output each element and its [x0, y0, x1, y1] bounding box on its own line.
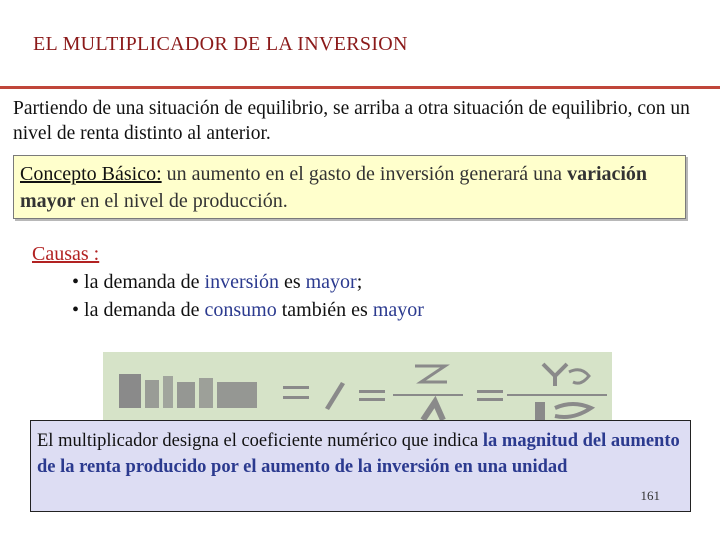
causes-section: [32, 240, 692, 324]
concept-text-after: en el nivel de producción.: [75, 190, 288, 212]
cause-item-consumption: [32, 296, 692, 324]
cause-text: es: [278, 271, 306, 293]
cause-keyword: mayor: [372, 299, 424, 321]
title-divider: [0, 86, 720, 89]
concept-label: Concepto Básico:: [20, 163, 162, 185]
cause-text: también es: [276, 299, 373, 321]
page-number: 161: [640, 488, 660, 503]
slide-title: EL MULTIPLICADOR DE LA INVERSION: [33, 33, 408, 55]
cause-keyword: mayor: [305, 271, 357, 293]
causes-title: Causas :: [32, 243, 100, 265]
cause-text: ;: [356, 271, 363, 293]
bullet: •: [72, 299, 80, 321]
definition-strong-text: la magnitud del aumento de la renta producido por el aumento de la inversión en una unidad: [37, 431, 680, 477]
cause-keyword: inversión: [204, 271, 279, 293]
concept-strong-text: variación mayor: [20, 163, 648, 212]
formula-image: [103, 352, 612, 420]
cause-text: la demanda de: [84, 271, 205, 293]
intro-paragraph: Partiendo de una situación de equilibrio, se arriba a otra situación de equilibrio, con un nivel de renta distinto al anterior.: [13, 98, 690, 144]
concept-box: [13, 155, 686, 219]
concept-text-before: un aumento en el gasto de inversión generará una: [161, 163, 568, 185]
definition-text: El multiplicador designa el coeficiente numérico que indica: [37, 431, 483, 451]
bullet: •: [72, 271, 80, 293]
cause-keyword: consumo: [204, 299, 277, 321]
formula-graphic: [103, 352, 612, 420]
definition-box: [30, 420, 691, 512]
cause-text: la demanda de: [84, 299, 205, 321]
cause-item-investment: [32, 268, 692, 296]
